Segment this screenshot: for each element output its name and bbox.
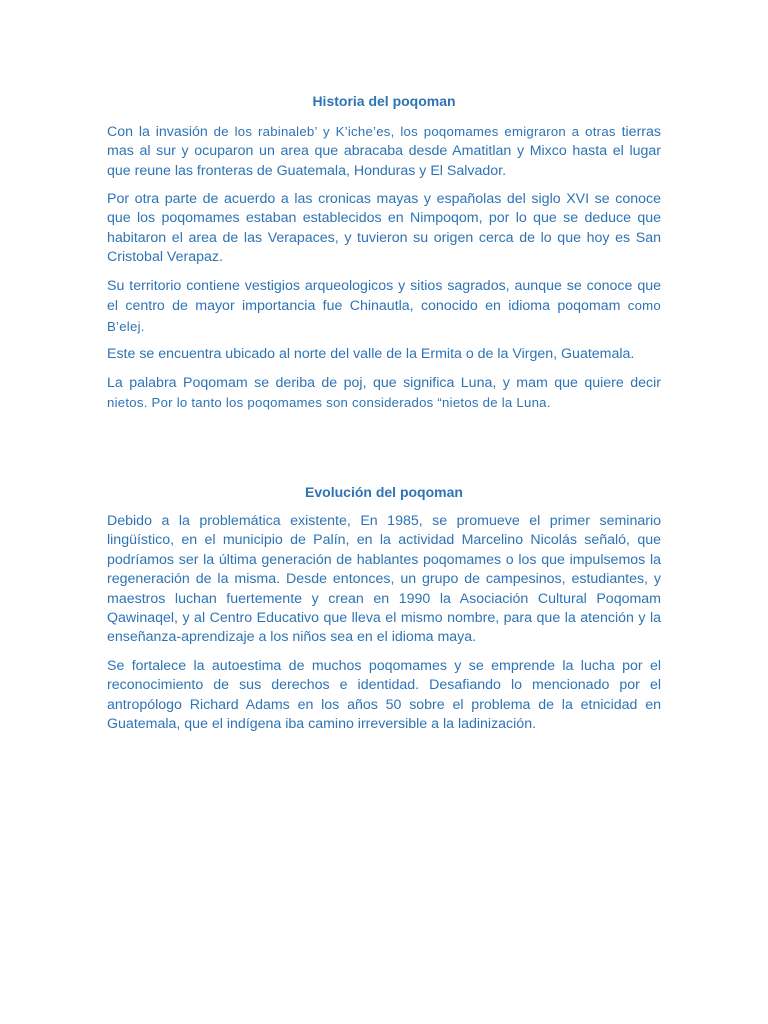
- paragraph-cronicas: [107, 190, 661, 268]
- paragraph-text: Se fortalece la autoestima de muchos poqomames y se emprende la lucha por el reconocimiento de sus derechos e identidad. Desafiando lo mencionado por el antropólogo Richard Adams en los años 50 sobre el problema de la etnicidad en Guatemala, que el indígena iba camino irreversible a la ladinización.: [107, 658, 661, 733]
- paragraph-text-light: como B’elej.: [107, 298, 661, 334]
- paragraph-text: Por otra parte de acuerdo a las cronicas mayas y españolas del siglo XVI se conoce que los poqomames estaban establecidos en Nimpoqom, por lo que se deduce que habitaron el area de las Verapaces, y tuvieron su origen cerca de lo que hoy es San Cristobal Verapaz.: [107, 191, 661, 266]
- section-title-historia: Historia del poqoman: [312, 93, 456, 109]
- paragraph-text: La palabra Poqomam se deriba de poj, que significa Luna, y mam que quiere decir: [107, 375, 661, 391]
- paragraph-palabra: [107, 374, 661, 414]
- paragraph-autoestima: [107, 657, 661, 735]
- paragraph-invasion: [107, 122, 661, 181]
- paragraph-text-light: nietos. Por lo tanto los poqomames son considerados “nietos de la Luna.: [107, 395, 551, 411]
- paragraph-text: Este se encuentra ubicado al norte del valle de la Ermita o de la Virgen, Guatemala.: [107, 346, 635, 362]
- paragraph-text: tierras mas al sur y ocuparon un area que abracaba desde Amatitlan y Mixco hasta el lugar que reune las fronteras de Guatemala, Honduras y El Salvador.: [107, 124, 662, 179]
- section-title-evolucion: Evolución del poqoman: [305, 484, 463, 500]
- paragraph-territorio: [107, 277, 661, 337]
- paragraph-ubicacion: [107, 345, 661, 364]
- paragraph-text: Debido a la problemática existente, En 1985, se promueve el primer seminario lingüístico, en el municipio de Palín, en la actividad Marcelino Nicolás señaló, que podríamos ser la última generación de hablantes poqomames o los que impulsemos la regeneración de la misma. Desde entonces, un grupo de campesinos, estudiantes, y maestros luchan fuertemente y crean en 1990 la Asociación Cultural Poqomam Qawinaqel, y al Centro Educativo que lleva el mismo nombre, para que la atención y la enseñanza-aprendizaje a los niños sea en el idioma maya.: [107, 513, 661, 646]
- paragraph-text: Con la invasión: [107, 124, 214, 140]
- paragraph-text: Su territorio contiene vestigios arqueologicos y sitios sagrados, aunque se conoce que el centro de mayor importancia fue Chinautla, conocido en idioma poqomam: [107, 278, 661, 315]
- paragraph-text-light: de los rabinaleb’ y K’iche’es, los poqomames emigraron a otras: [213, 124, 616, 139]
- paragraph-problematica: [107, 512, 661, 648]
